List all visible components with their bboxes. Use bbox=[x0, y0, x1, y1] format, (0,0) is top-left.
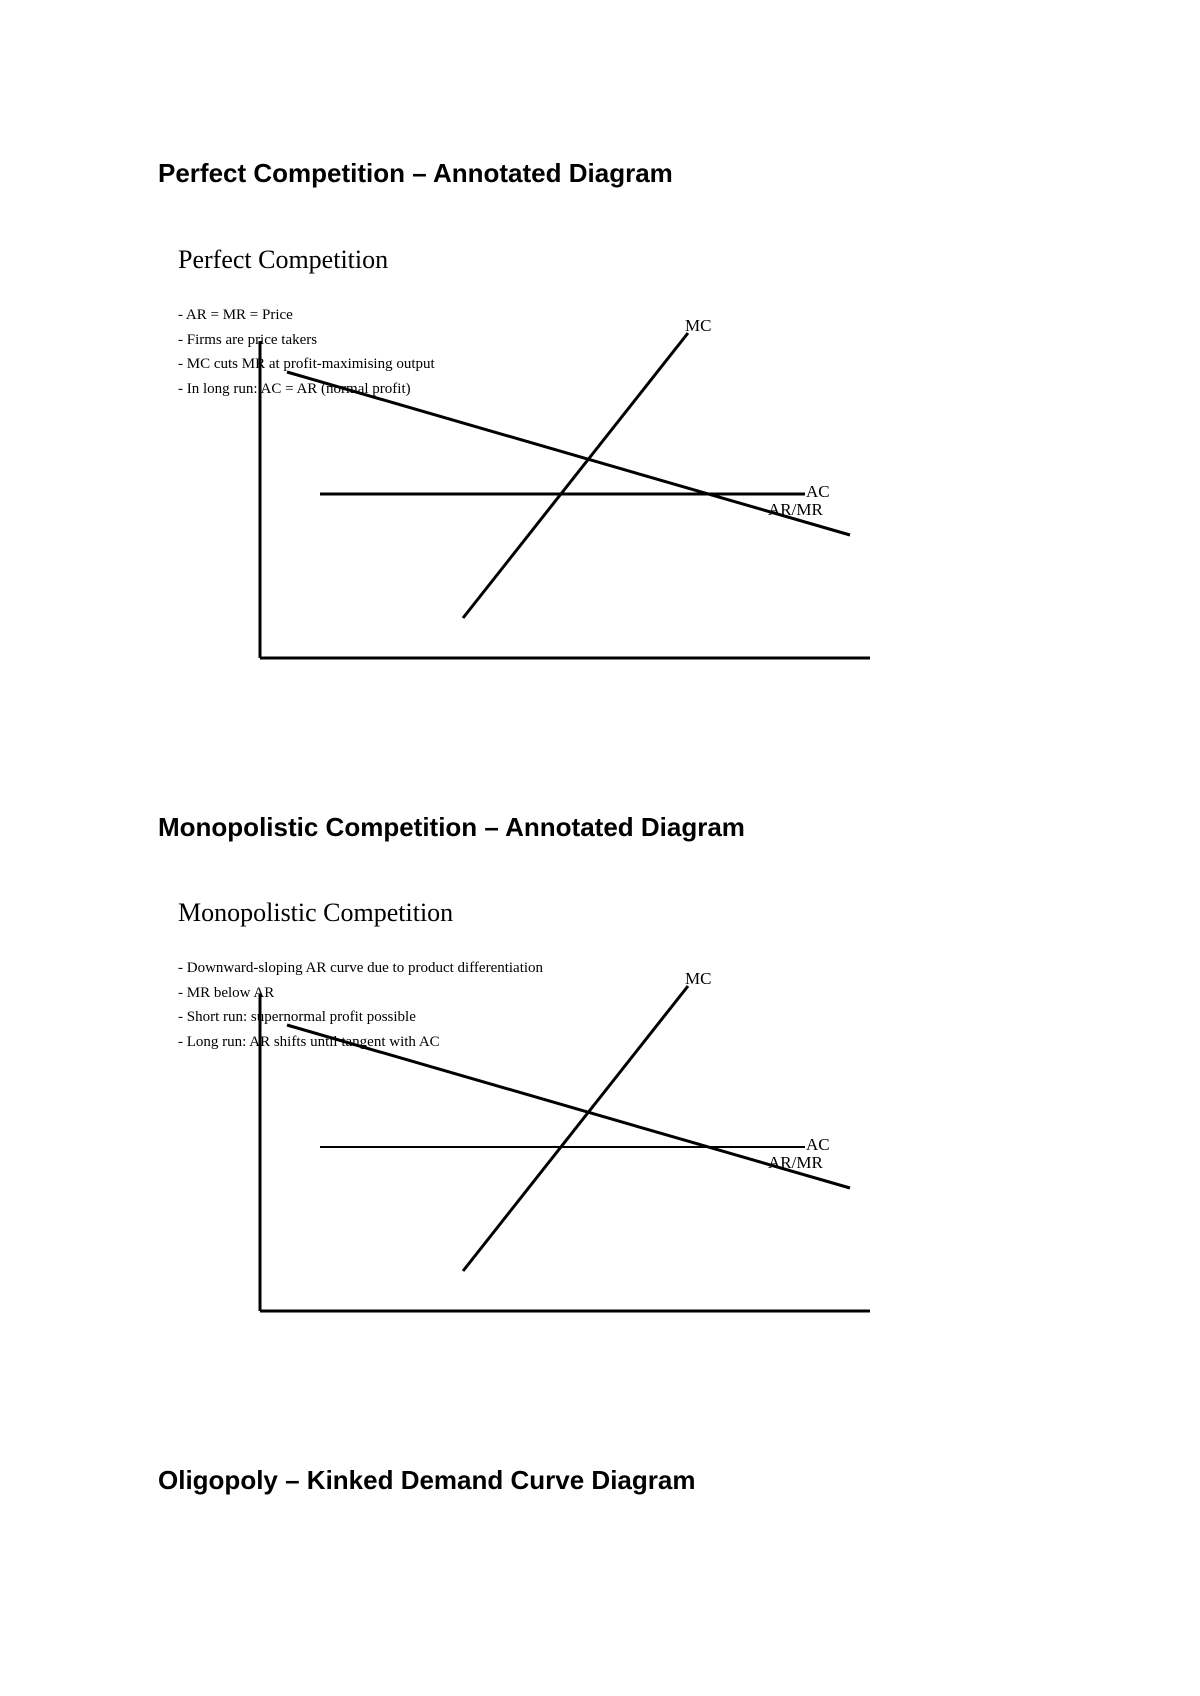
section-heading-perfect-competition: Perfect Competition – Annotated Diagram bbox=[158, 158, 673, 188]
mc-curve bbox=[463, 333, 688, 618]
diagram-monopolistic-competition bbox=[150, 898, 890, 1358]
annotation-item: - Firms are price takers bbox=[178, 331, 318, 348]
diagram-perfect-competition bbox=[150, 245, 890, 705]
annotation-item: - MR below AR bbox=[178, 984, 275, 1001]
mc-label: MC bbox=[685, 969, 712, 988]
ac-label: AC bbox=[806, 482, 830, 501]
annotation-item: - MC cuts MR at profit-maximising output bbox=[178, 356, 435, 372]
figure-title: Monopolistic Competition bbox=[178, 898, 454, 927]
annotation-item: - Long run: AR shifts until tangent with AC bbox=[178, 1033, 440, 1050]
mc-label: MC bbox=[685, 316, 712, 335]
annotation-item: - Downward-sloping AR curve due to product differentiation bbox=[178, 960, 544, 976]
annotation-item: - Short run: supernormal profit possible bbox=[178, 1009, 416, 1025]
ar-mr-label: AR/MR bbox=[768, 1153, 823, 1172]
section-heading-oligopoly: Oligopoly – Kinked Demand Curve Diagram bbox=[158, 1465, 696, 1495]
figure-title: Perfect Competition bbox=[178, 245, 389, 274]
section-heading-monopolistic-competition: Monopolistic Competition – Annotated Diagram bbox=[158, 812, 745, 842]
annotation-item: - In long run: AC = AR (normal profit) bbox=[178, 380, 411, 397]
annotation-list bbox=[178, 303, 435, 401]
annotation-item: - AR = MR = Price bbox=[178, 307, 293, 323]
ar-mr-label: AR/MR bbox=[768, 500, 823, 519]
annotation-list bbox=[178, 956, 543, 1054]
ac-label: AC bbox=[806, 1135, 830, 1154]
